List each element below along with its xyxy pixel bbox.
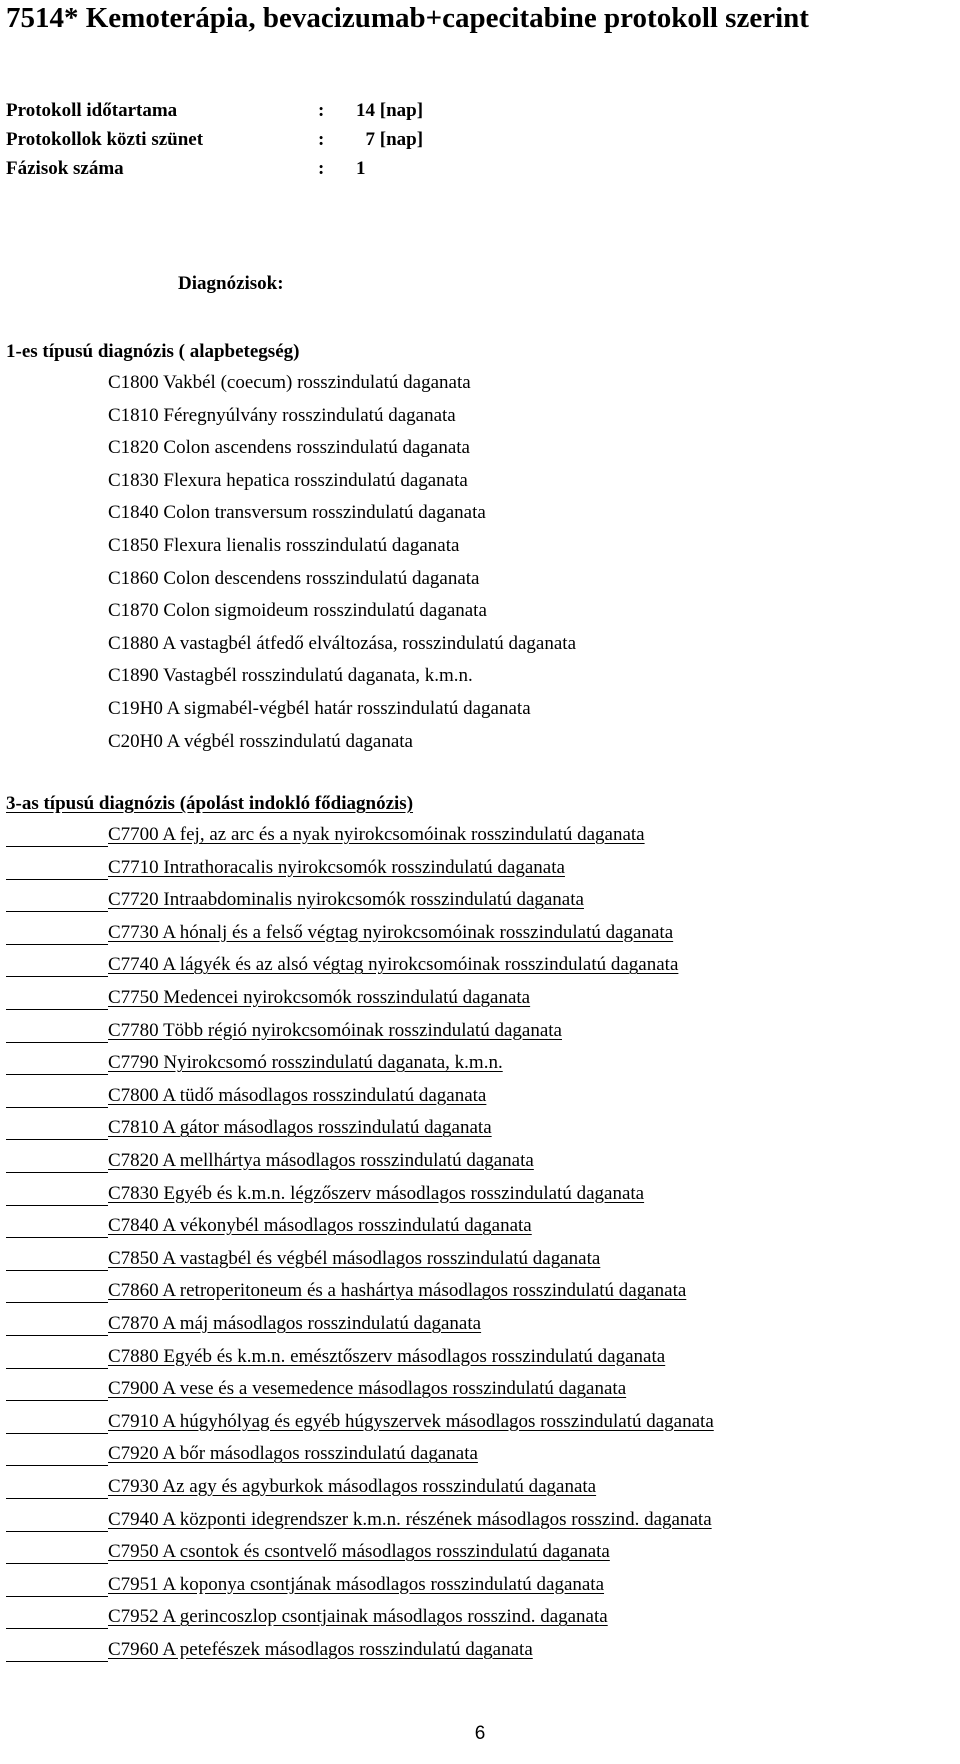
list-item	[0, 1177, 960, 1210]
list-item	[0, 464, 960, 497]
underline-rule	[6, 879, 108, 880]
property-phase-count	[6, 157, 366, 181]
list-item	[0, 818, 960, 851]
diagnosis-text: C7951 A koponya csontjának másodlagos rosszindulatú daganata	[108, 1573, 605, 1595]
underline-rule	[6, 1237, 108, 1238]
underline-rule	[6, 911, 108, 912]
list-item	[0, 725, 960, 758]
diagnosis-text: C7700 A fej, az arc és a nyak nyirokcsomóinak rosszindulatú daganata	[108, 824, 645, 845]
diagnosis-text: C7930 Az agy és agyburkok másodlagos rosszindulatú daganata	[108, 1476, 597, 1497]
property-value: 1	[356, 158, 366, 179]
underline-rule	[6, 1009, 108, 1010]
underline-rule	[6, 1205, 108, 1206]
diagnosis-text: C1880 A vastagbél átfedő elváltozása, rosszindulatú daganata	[108, 632, 576, 654]
list-item	[0, 1503, 960, 1536]
page-title: 7514* Kemoterápia, bevacizumab+capecitabine protokoll szerint	[6, 2, 809, 34]
list-item	[0, 1144, 960, 1177]
property-colon: :	[318, 100, 325, 121]
list-item	[0, 431, 960, 464]
underline-rule	[6, 846, 108, 847]
diagnosis-text: C7900 A vese és a vesemedence másodlagos rosszindulatú daganata	[108, 1378, 627, 1400]
list-item	[0, 1340, 960, 1373]
underline-rule	[6, 1563, 108, 1564]
list-item	[0, 366, 960, 399]
diagnosis-text: C7780 Több régió nyirokcsomóinak rosszindulatú daganata	[108, 1019, 562, 1041]
list-item	[0, 1633, 960, 1666]
list-item	[0, 399, 960, 432]
underline-rule	[6, 1400, 108, 1401]
diagnoses-heading: Diagnózisok:	[178, 273, 284, 294]
diagnosis-text: C7740 A lágyék és az alsó végtag nyirokcsomóinak rosszindulatú daganata	[108, 954, 679, 976]
list-item	[0, 916, 960, 949]
diagnosis-text: C19H0 A sigmabél-végbél határ rosszindulatú daganata	[108, 698, 531, 719]
underline-rule	[6, 944, 108, 945]
list-item	[0, 659, 960, 692]
list-item	[0, 1568, 960, 1601]
diagnosis-text: C1860 Colon descendens rosszindulatú daganata	[108, 567, 480, 589]
page-number: 6	[474, 1723, 486, 1744]
diagnosis-text: C20H0 A végbél rosszindulatú daganata	[108, 730, 413, 752]
diagnosis-text: C1850 Flexura lienalis rosszindulatú daganata	[108, 535, 460, 556]
list-item	[0, 1600, 960, 1633]
underline-rule	[6, 1139, 108, 1140]
diagnosis-text: C1800 Vakbél (coecum) rosszindulatú daganata	[108, 372, 471, 393]
list-item	[0, 1274, 960, 1307]
property-colon: :	[318, 129, 325, 150]
diagnosis-text: C1830 Flexura hepatica rosszindulatú daganata	[108, 469, 468, 491]
property-label: Fázisok száma	[6, 158, 124, 179]
underline-rule	[6, 1042, 108, 1043]
diagnosis-text: C7720 Intraabdominalis nyirokcsomók rosszindulatú daganata	[108, 889, 584, 911]
underline-rule	[6, 1302, 108, 1303]
list-item	[0, 1209, 960, 1242]
diagnosis-text: C7950 A csontok és csontvelő másodlagos rosszindulatú daganata	[108, 1541, 610, 1563]
list-item	[0, 627, 960, 660]
underline-rule	[6, 1270, 108, 1271]
list-item	[0, 1079, 960, 1112]
list-item	[0, 1111, 960, 1144]
list-item	[0, 1470, 960, 1503]
section-heading-type3: 3-as típusú diagnózis (ápolást indokló fődiagnózis)	[6, 793, 414, 814]
diagnosis-text: C7710 Intrathoracalis nyirokcsomók rosszindulatú daganata	[108, 856, 565, 878]
diagnosis-text: C1810 Féregnyúlvány rosszindulatú daganata	[108, 404, 456, 426]
diagnosis-text: C1820 Colon ascendens rosszindulatú daganata	[108, 437, 470, 459]
diagnosis-text: C7920 A bőr másodlagos rosszindulatú daganata	[108, 1443, 478, 1465]
property-value: 7 [nap]	[356, 129, 424, 150]
diagnosis-text: C7730 A hónalj és a felső végtag nyirokcsomóinak rosszindulatú daganata	[108, 921, 674, 943]
underline-rule	[6, 1531, 108, 1532]
diagnosis-text: C7910 A húgyhólyag és egyéb húgyszervek másodlagos rosszindulatú daganata	[108, 1410, 714, 1432]
list-item	[0, 529, 960, 562]
list-item	[0, 1014, 960, 1047]
underline-rule	[6, 1368, 108, 1369]
diagnosis-text: C1870 Colon sigmoideum rosszindulatú daganata	[108, 600, 487, 622]
underline-rule	[6, 1074, 108, 1075]
list-item	[0, 1307, 960, 1340]
list-item	[0, 981, 960, 1014]
property-label: Protokollok közti szünet	[6, 129, 204, 150]
list-item	[0, 948, 960, 981]
list-item	[0, 496, 960, 529]
list-item	[0, 1046, 960, 1079]
underline-rule	[6, 1498, 108, 1499]
underline-rule	[6, 1628, 108, 1629]
property-protocol-duration	[6, 99, 423, 123]
diagnosis-text: C7952 A gerincoszlop csontjainak másodlagos rosszind. daganata	[108, 1606, 608, 1628]
property-value: 14 [nap]	[356, 100, 424, 121]
list-item	[0, 594, 960, 627]
diagnosis-text: C7940 A központi idegrendszer k.m.n. részének másodlagos rosszind. daganata	[108, 1508, 712, 1530]
diagnosis-text: C1840 Colon transversum rosszindulatú daganata	[108, 502, 486, 524]
section-heading-type1: 1-es típusú diagnózis ( alapbetegség)	[6, 341, 300, 362]
list-item	[0, 1242, 960, 1275]
diagnosis-text: C7810 A gátor másodlagos rosszindulatú daganata	[108, 1117, 492, 1139]
list-item	[0, 883, 960, 916]
property-protocol-break	[6, 128, 423, 152]
diagnosis-text: C7750 Medencei nyirokcsomók rosszindulatú daganata	[108, 987, 531, 1008]
diagnosis-text: C7790 Nyirokcsomó rosszindulatú daganata, k.m.n.	[108, 1052, 503, 1074]
list-item	[0, 851, 960, 884]
diagnosis-text: C7870 A máj másodlagos rosszindulatú daganata	[108, 1313, 482, 1334]
diagnosis-text: C7860 A retroperitoneum és a hashártya másodlagos rosszindulatú daganata	[108, 1280, 687, 1302]
list-item	[0, 1405, 960, 1438]
property-colon: :	[318, 158, 325, 179]
diagnosis-text: C7880 Egyéb és k.m.n. emésztőszerv másodlagos rosszindulatú daganata	[108, 1345, 666, 1367]
diagnosis-text: C7830 Egyéb és k.m.n. légzőszerv másodlagos rosszindulatú daganata	[108, 1182, 645, 1204]
list-item	[0, 1535, 960, 1568]
diagnosis-text: C7960 A petefészek másodlagos rosszindulatú daganata	[108, 1639, 533, 1660]
underline-rule	[6, 1596, 108, 1597]
diagnosis-text: C7800 A tüdő másodlagos rosszindulatú daganata	[108, 1084, 487, 1106]
list-item	[0, 562, 960, 595]
underline-rule	[6, 1172, 108, 1173]
diagnosis-text: C1890 Vastagbél rosszindulatú daganata, k.m.n.	[108, 665, 473, 687]
underline-rule	[6, 1433, 108, 1434]
property-label: Protokoll időtartama	[6, 100, 178, 121]
underline-rule	[6, 1335, 108, 1336]
diagnosis-text: C7850 A vastagbél és végbél másodlagos rosszindulatú daganata	[108, 1247, 601, 1269]
underline-rule	[6, 1661, 108, 1662]
underline-rule	[6, 1465, 108, 1466]
list-item	[0, 1372, 960, 1405]
diagnosis-text: C7820 A mellhártya másodlagos rosszindulatú daganata	[108, 1150, 534, 1171]
diagnosis-text: C7840 A vékonybél másodlagos rosszindulatú daganata	[108, 1215, 532, 1237]
list-item	[0, 1437, 960, 1470]
underline-rule	[6, 1107, 108, 1108]
list-item	[0, 692, 960, 725]
underline-rule	[6, 976, 108, 977]
